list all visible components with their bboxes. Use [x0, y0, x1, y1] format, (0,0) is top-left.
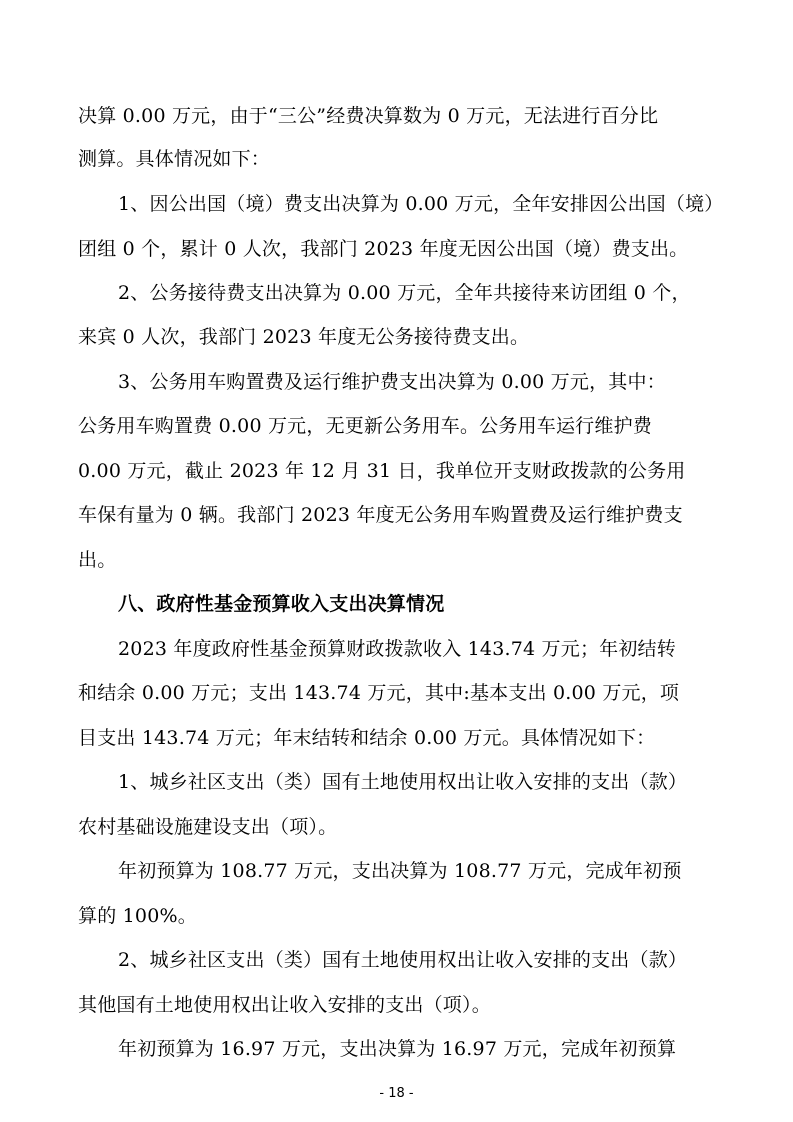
paragraph-line: 农村基础设施建设支出（项）。 — [78, 816, 338, 838]
section-heading: 八、政府性基金预算收入支出决算情况 — [118, 593, 445, 615]
paragraph-line: 3、公务用车购置费及运行维护费支出决算为 0.00 万元，其中： — [118, 371, 666, 393]
paragraph-line: 年初预算为 108.77 万元，支出决算为 108.77 万元，完成年初预 — [118, 860, 682, 882]
paragraph-line: 团组 0 个，累计 0 人次，我部门 2023 年度无因公出国（境）费支出。 — [78, 238, 689, 260]
paragraph-line: 测算。具体情况如下： — [78, 148, 271, 170]
paragraph-line: 车保有量为 0 辆。我部门 2023 年度无公务用车购置费及运行维护费支 — [78, 504, 683, 526]
paragraph-line: 2023 年度政府性基金预算财政拨款收入 143.74 万元；年初结转 — [118, 638, 676, 660]
paragraph-line: 0.00 万元，截止 2023 年 12 月 31 日，我单位开支财政拨款的公务用 — [78, 460, 686, 482]
page-number: - 18 - — [379, 1086, 414, 1101]
paragraph-line: 出。 — [78, 549, 117, 571]
paragraph-line: 目支出 143.74 万元；年末结转和结余 0.00 万元。具体情况如下： — [78, 727, 656, 749]
paragraph-line: 公务用车购置费 0.00 万元，无更新公务用车。公务用车运行维护费 — [78, 415, 652, 437]
paragraph-line: 1、城乡社区支出（类）国有土地使用权出让收入安排的支出（款） — [118, 771, 688, 793]
paragraph-line: 2、城乡社区支出（类）国有土地使用权出让收入安排的支出（款） — [118, 949, 688, 971]
paragraph-line: 和结余 0.00 万元；支出 143.74 万元，其中:基本支出 0.00 万元，项 — [78, 682, 680, 704]
paragraph-line: 年初预算为 16.97 万元，支出决算为 16.97 万元，完成年初预算 — [118, 1038, 677, 1060]
paragraph-line: 决算 0.00 万元，由于“三公”经费决算数为 0 万元，无法进行百分比 — [78, 105, 659, 127]
paragraph-line: 2、公务接待费支出决算为 0.00 万元，全年共接待来访团组 0 个， — [118, 282, 691, 304]
paragraph-line: 算的 100%。 — [78, 905, 197, 927]
paragraph-line: 其他国有土地使用权出让收入安排的支出（项）。 — [78, 994, 491, 1016]
paragraph-line: 1、因公出国（境）费支出决算为 0.00 万元，全年安排因公出国（境） — [118, 193, 724, 215]
paragraph-line: 来宾 0 人次，我部门 2023 年度无公务接待费支出。 — [78, 326, 530, 348]
